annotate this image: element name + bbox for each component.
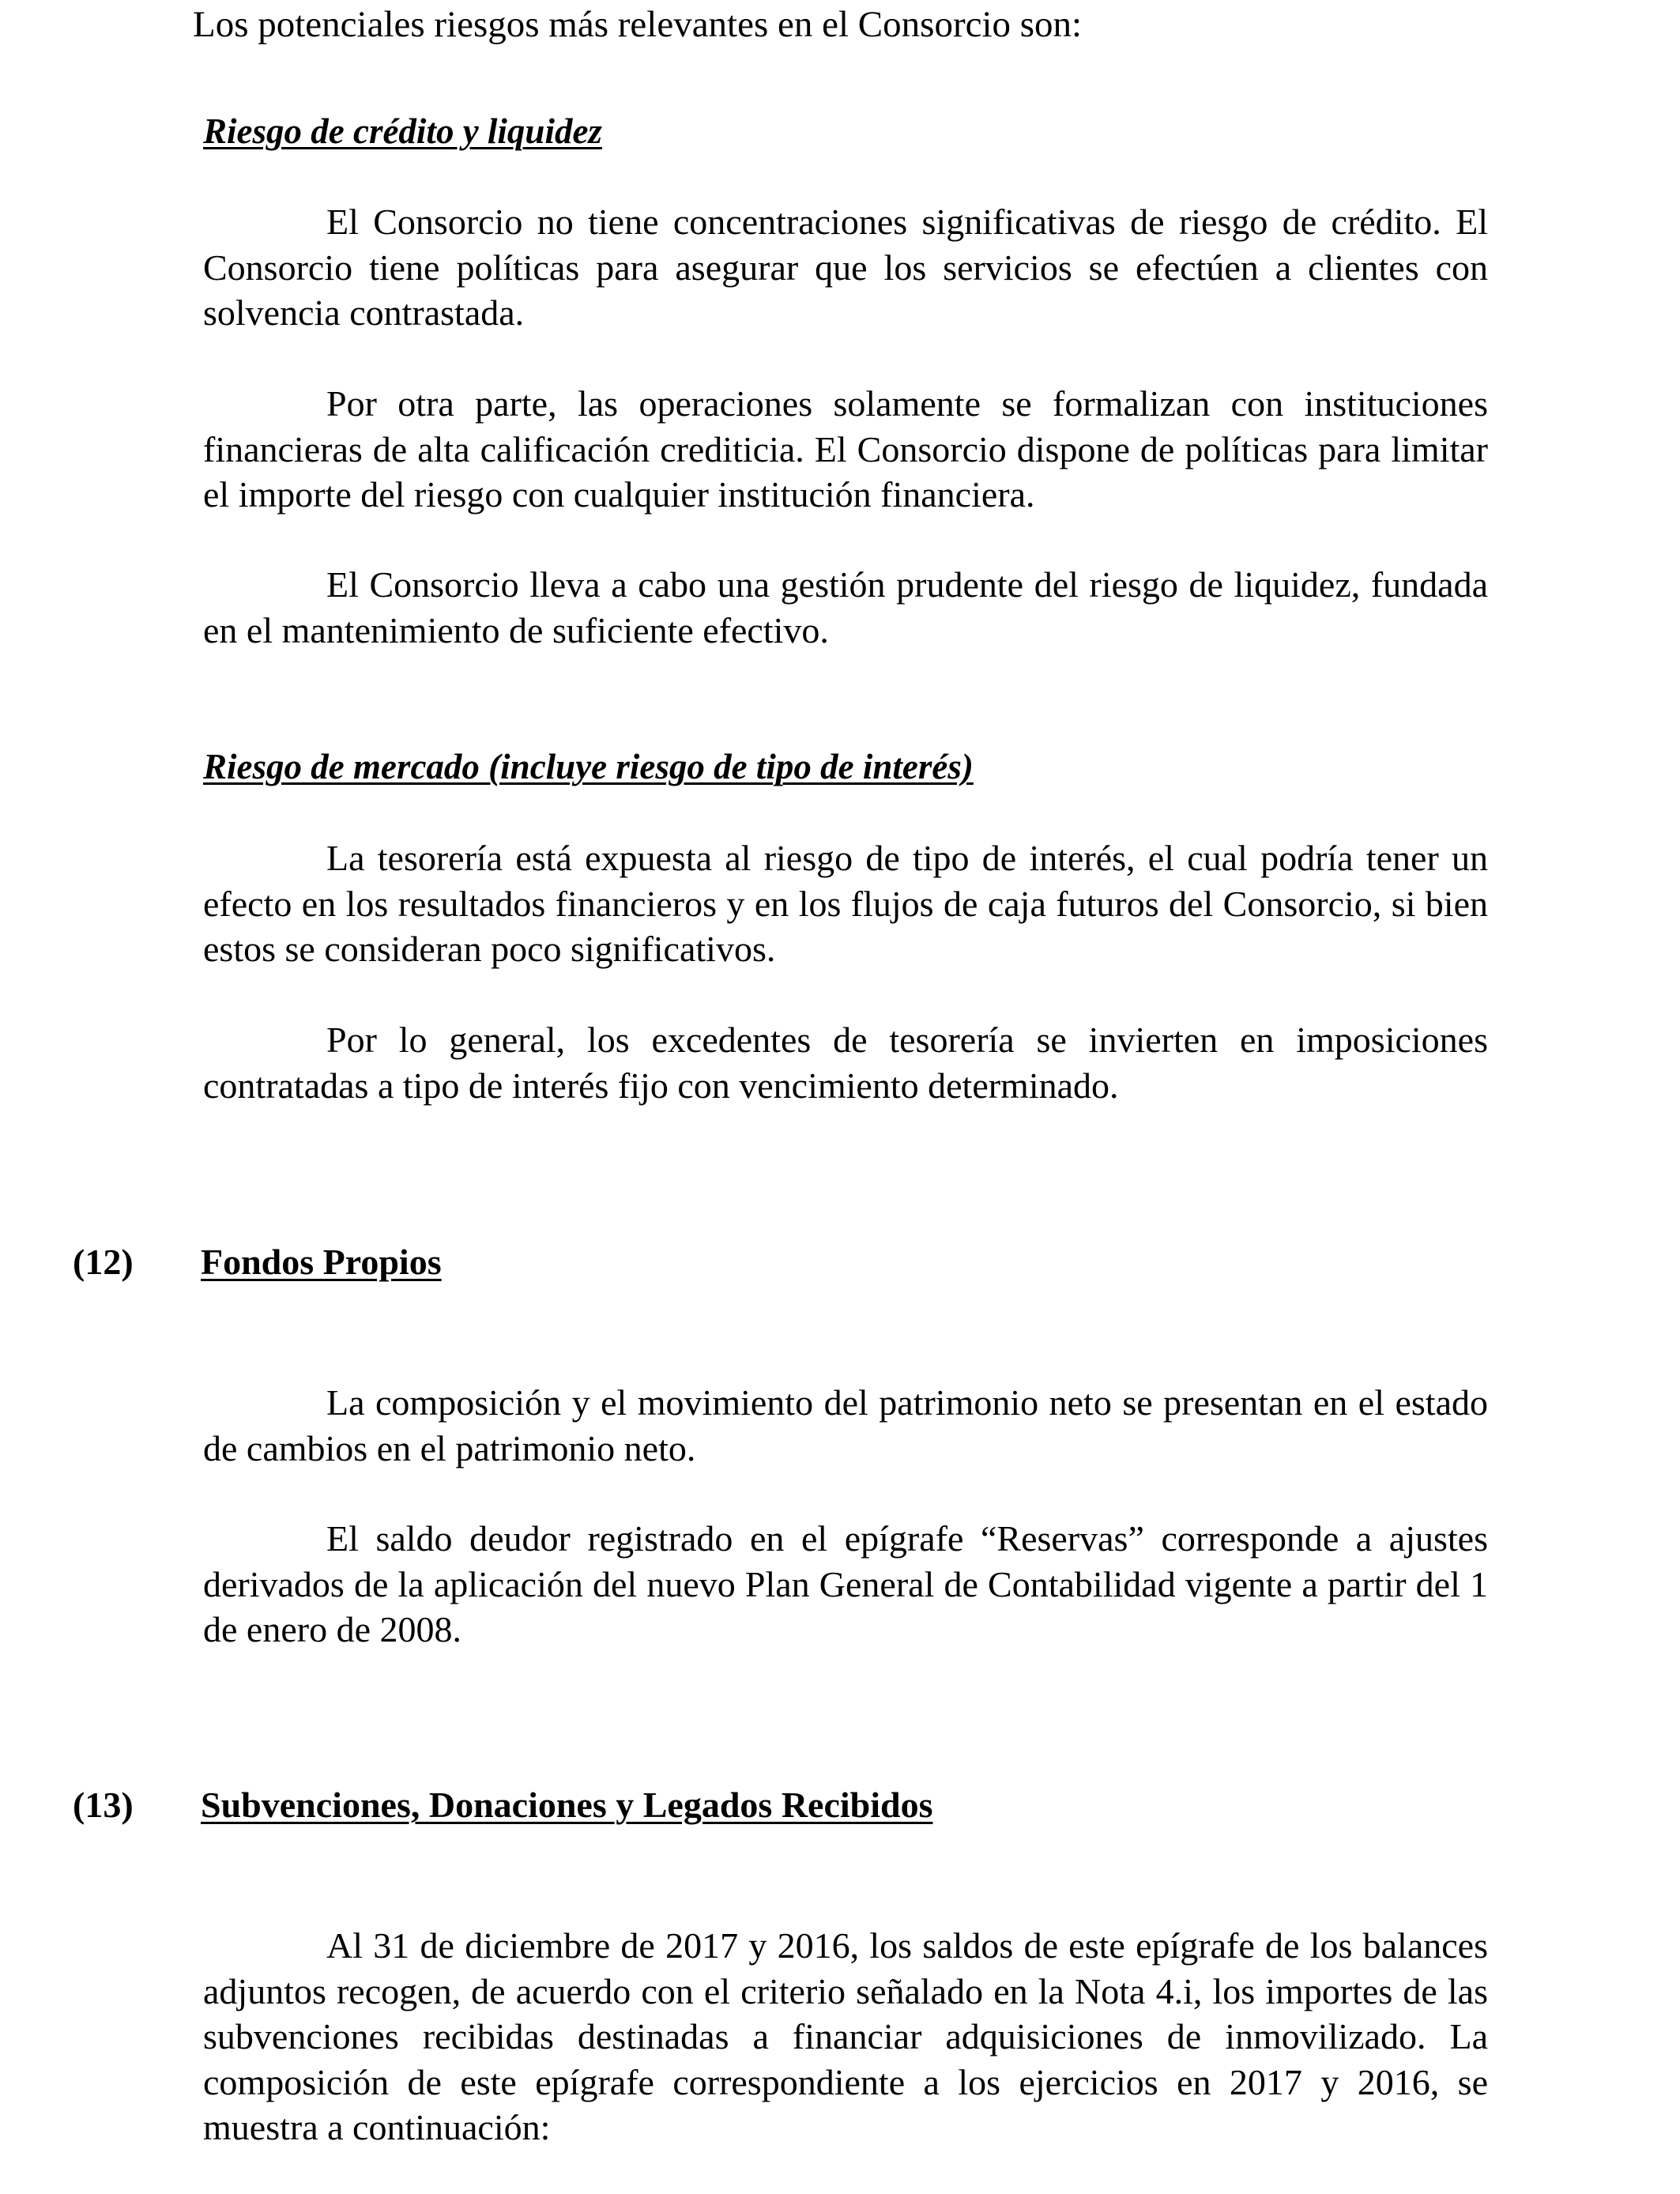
section-13-title: Subvenciones, Donaciones y Legados Recibidos: [201, 1785, 933, 1825]
section-12-paragraph-2: El saldo deudor registrado en el epígrafe “Reservas” corresponde a ajustes derivados de la aplicación del nuevo Plan General de Contabilidad vigente a partir del 1 de enero de 2008.: [203, 1518, 1488, 1649]
credit-liquidity-paragraph-3: El Consorcio lleva a cabo una gestión prudente del riesgo de liquidez, fundada en el mantenimiento de suficiente efectivo.: [203, 564, 1488, 650]
credit-liquidity-heading: Riesgo de crédito y liquidez: [203, 111, 602, 151]
section-13-number: (13): [73, 1785, 134, 1825]
credit-liquidity-paragraph-1: El Consorcio no tiene concentraciones significativas de riesgo de crédito. El Consorcio tiene políticas para asegurar que los servicios se efectúen a clientes con solvencia contrastada.: [203, 202, 1488, 333]
section-12-number: (12): [73, 1242, 134, 1282]
market-risk-paragraph-1: La tesorería está expuesta al riesgo de tipo de interés, el cual podría tener un efecto en los resultados financieros y en los flujos de caja futuros del Consorcio, si bien estos se consideran poco significativos.: [203, 838, 1488, 969]
section-12-title: Fondos Propios: [201, 1242, 442, 1282]
intro-sentence: Los potenciales riesgos más relevantes en el Consorcio son:: [193, 4, 1083, 45]
section-12-paragraph-1: La composición y el movimiento del patrimonio neto se presentan en el estado de cambios en el patrimonio neto.: [203, 1382, 1488, 1468]
credit-liquidity-paragraph-2: Por otra parte, las operaciones solamente se formalizan con instituciones financieras de alta calificación crediticia. El Consorcio dispone de políticas para limitar el importe del riesgo con cualquier institución financiera.: [203, 383, 1488, 515]
market-risk-paragraph-2: Por lo general, los excedentes de tesorería se invierten en imposiciones contratadas a tipo de interés fijo con vencimiento determinado.: [203, 1020, 1488, 1106]
section-13-paragraph-1: Al 31 de diciembre de 2017 y 2016, los saldos de este epígrafe de los balances adjuntos recogen, de acuerdo con el criterio señalado en la Nota 4.i, los importes de las subvenciones recibidas destinadas a financiar adquisiciones de inmovilizado. La composición de este epígrafe correspondiente a los ejercicios en 2017 y 2016, se muestra a continuación:: [203, 1925, 1488, 2147]
market-risk-heading: Riesgo de mercado (incluye riesgo de tipo de interés): [203, 747, 974, 786]
